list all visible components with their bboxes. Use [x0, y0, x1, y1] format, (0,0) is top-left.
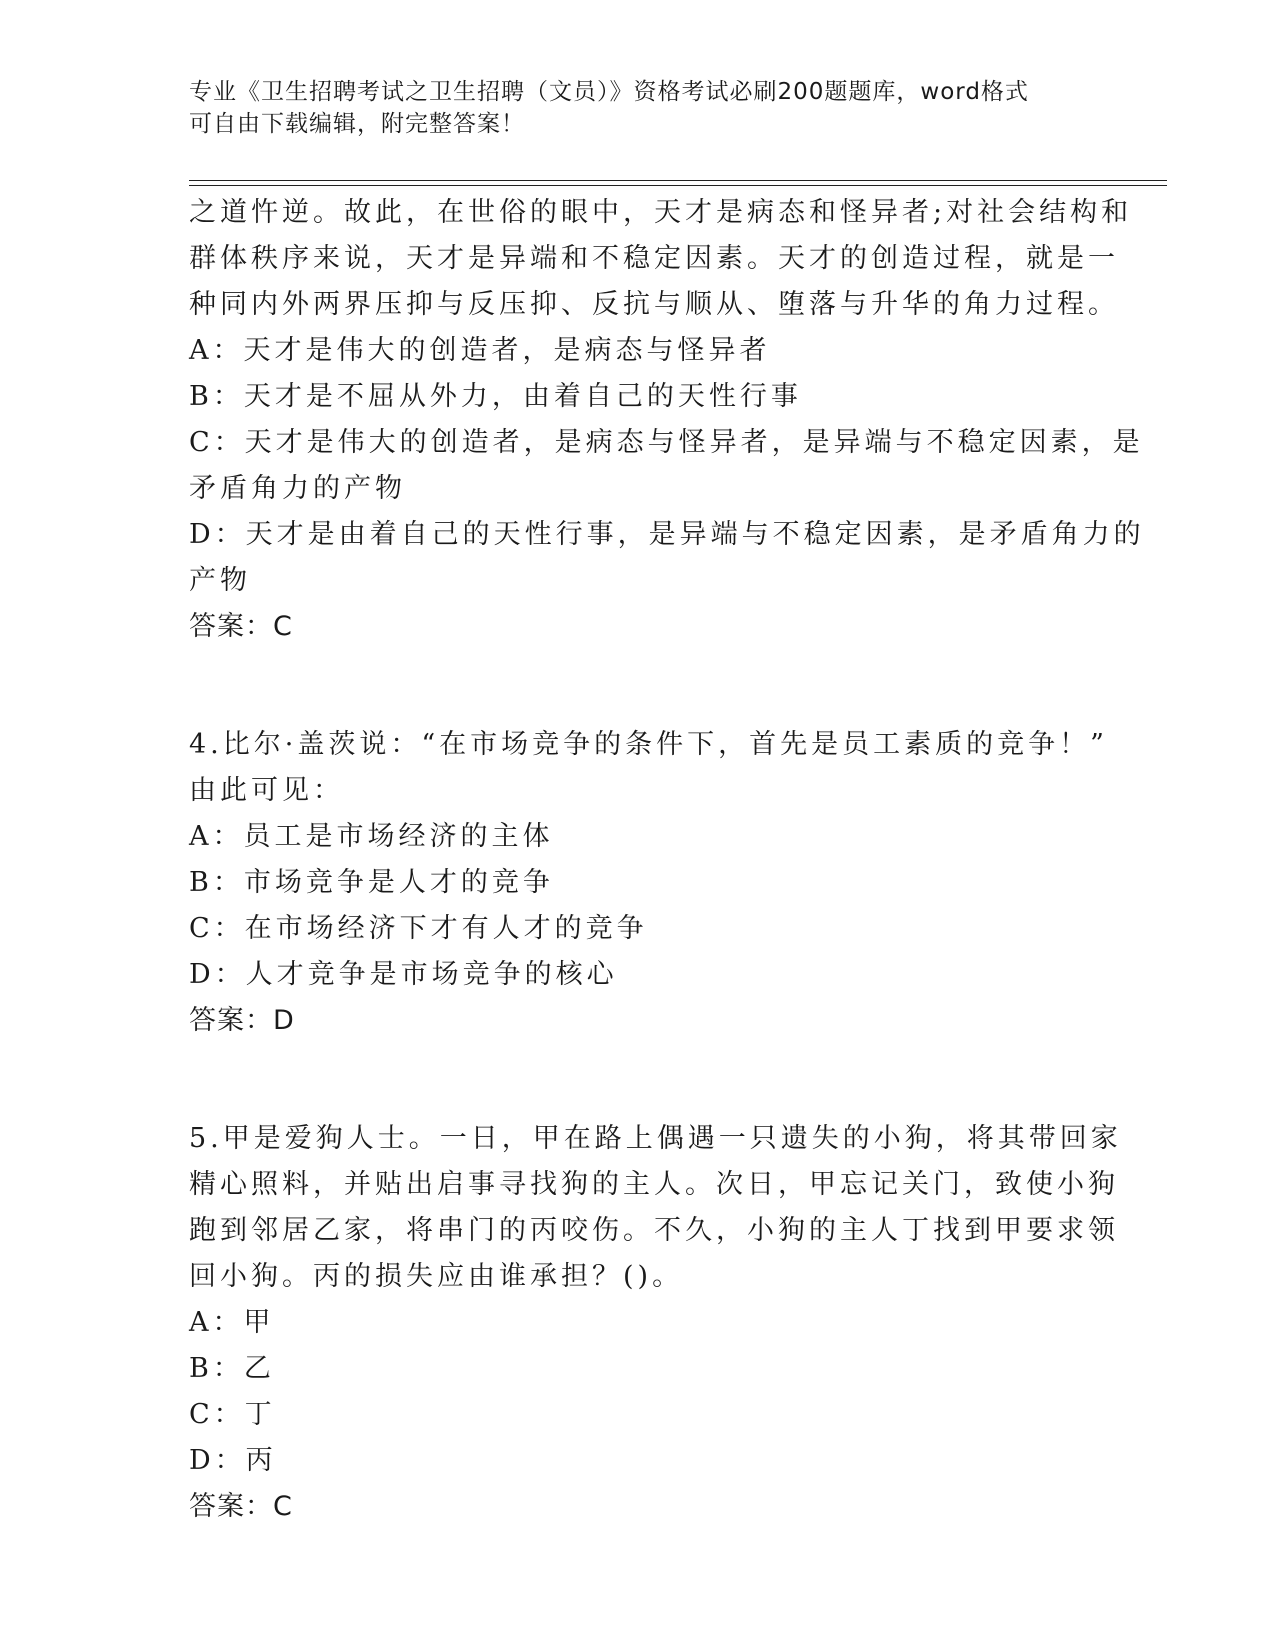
option-a: A：天才是伟大的创造者，是病态与怪异者: [189, 335, 771, 366]
header-line-1: 专业《卫生招聘考试之卫生招聘（文员）》资格考试必刷200题题库，word格式: [189, 79, 1029, 105]
option-b: B：乙: [189, 1353, 275, 1384]
question-content: [189, 190, 1145, 1530]
option-d-continued: 产物: [189, 565, 251, 596]
question-stem-line: 之道忤逆。故此，在世俗的眼中，天才是病态和怪异者;对社会结构和: [189, 197, 1133, 228]
question-stem-line: 回小狗。丙的损失应由谁承担？()。: [189, 1261, 684, 1292]
question-stem-line: 由此可见：: [189, 775, 344, 806]
header-line-2: 可自由下载编辑，附完整答案！: [189, 111, 525, 137]
option-b: B：天才是不屈从外力，由着自己的天性行事: [189, 381, 802, 412]
header-divider-top: [189, 180, 1167, 181]
document-header: [189, 76, 1069, 140]
option-d: D：丙: [189, 1445, 277, 1476]
question-stem-line: 5.甲是爱狗人士。一日，甲在路上偶遇一只遗失的小狗，将其带回家: [189, 1123, 1122, 1154]
option-c: C：丁: [189, 1399, 276, 1430]
option-d: D：天才是由着自己的天性行事，是异端与不稳定因素，是矛盾角力的: [189, 519, 1145, 550]
question-5: [189, 1116, 1122, 1530]
question-spacer: [189, 1044, 1089, 1116]
option-a: A：员工是市场经济的主体: [189, 821, 554, 852]
option-c-continued: 矛盾角力的产物: [189, 473, 406, 504]
answer-line: 答案：C: [189, 1491, 293, 1522]
answer-line: 答案：C: [189, 611, 293, 642]
question-stem-line: 跑到邻居乙家，将串门的丙咬伤。不久，小狗的主人丁找到甲要求领: [189, 1215, 1119, 1246]
option-d: D：人才竞争是市场竞争的核心: [189, 959, 618, 990]
option-c: C：在市场经济下才有人才的竞争: [189, 913, 648, 944]
answer-line: 答案：D: [189, 1005, 295, 1036]
header-divider-bottom: [189, 185, 1167, 186]
question-3: [189, 190, 1145, 650]
option-c: C：天才是伟大的创造者，是病态与怪异者，是异端与不稳定因素，是: [189, 427, 1144, 458]
question-spacer: [189, 650, 1089, 722]
option-a: A：甲: [189, 1307, 275, 1338]
question-stem-line: 4.比尔·盖茨说：“在市场竞争的条件下，首先是员工素质的竞争！”: [189, 729, 1108, 760]
question-stem-line: 精心照料，并贴出启事寻找狗的主人。次日，甲忘记关门，致使小狗: [189, 1169, 1119, 1200]
option-b: B：市场竞争是人才的竞争: [189, 867, 554, 898]
question-stem-line: 种同内外两界压抑与反压抑、反抗与顺从、堕落与升华的角力过程。: [189, 289, 1119, 320]
question-stem-line: 群体秩序来说，天才是异端和不稳定因素。天才的创造过程，就是一: [189, 243, 1119, 274]
question-4: [189, 722, 1108, 1044]
